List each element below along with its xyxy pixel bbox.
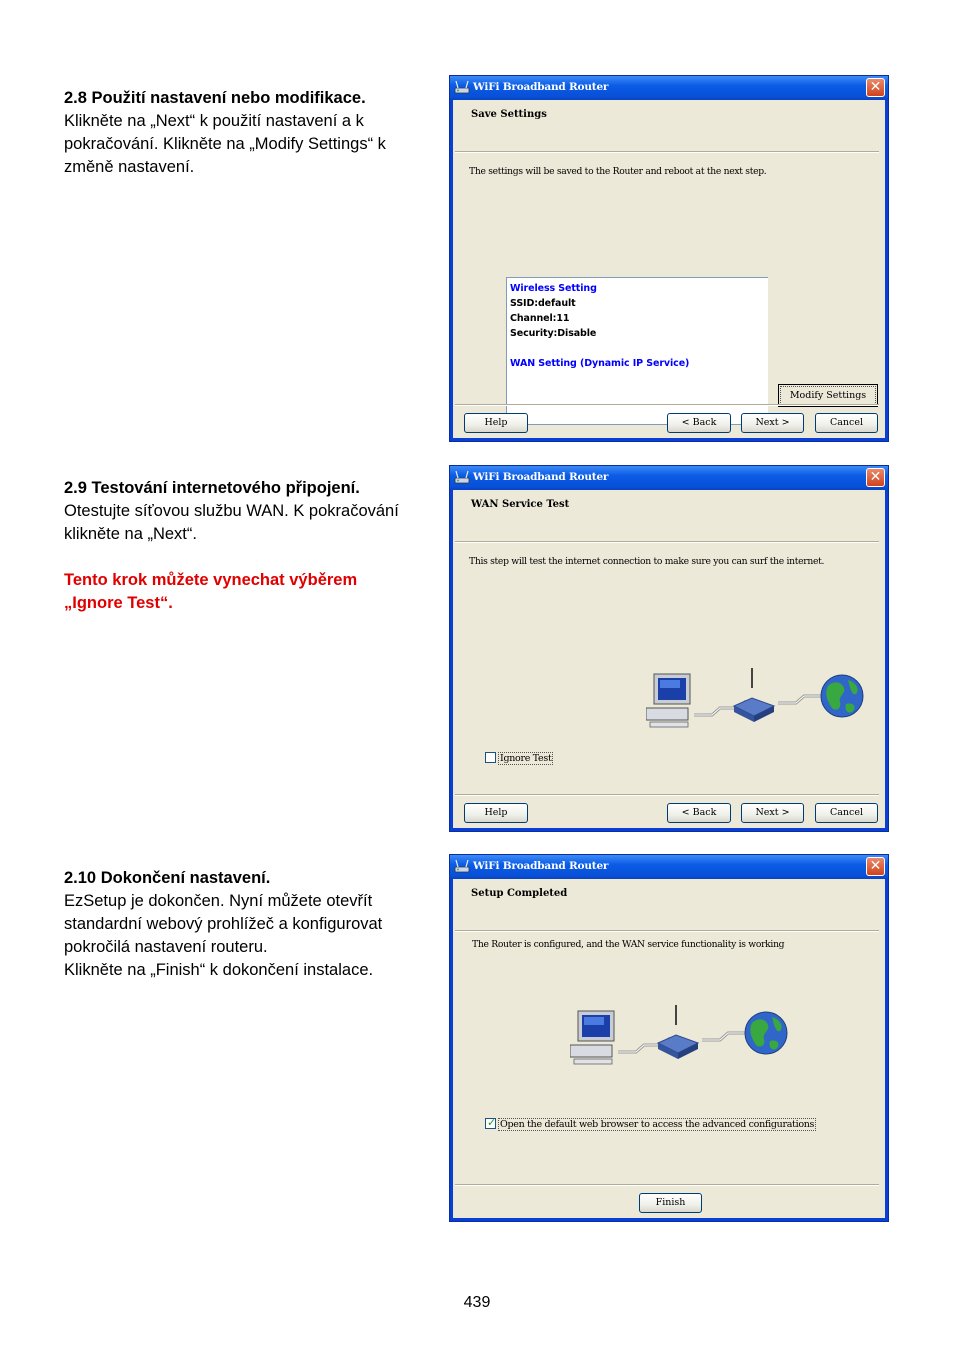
network-diagram: [646, 668, 866, 744]
close-button[interactable]: [866, 857, 885, 876]
step-description: This step will test the internet connection to make sure you can surf the internet.: [469, 556, 825, 567]
body-line: Klikněte na „Finish“ k dokončení instalace.: [64, 961, 374, 979]
globe-icon: [821, 675, 863, 717]
computer-icon: [570, 1011, 614, 1064]
finish-button[interactable]: Finish: [639, 1193, 702, 1213]
wan-setting-header: WAN Setting (Dynamic IP Service): [510, 358, 690, 369]
ssid-value: SSID:default: [510, 298, 576, 309]
channel-value: Channel:11: [510, 313, 570, 324]
header-divider: [455, 930, 879, 932]
setup-completed-dialog: [449, 854, 889, 1222]
dialog-client-area: [453, 490, 885, 828]
settings-summary-box[interactable]: [506, 277, 768, 425]
router-app-icon: [454, 470, 470, 485]
step-description: The settings will be saved to the Router and reboot at the next step.: [469, 166, 767, 177]
window-title: WiFi Broadband Router: [473, 81, 609, 93]
router-app-icon: [454, 80, 470, 95]
body-line: pokračování. Klikněte na „Modify Settings“ k: [64, 135, 386, 153]
body-line: klikněte na „Next“.: [64, 525, 197, 543]
body-line: pokročilá nastavení routeru.: [64, 938, 268, 956]
help-button[interactable]: Help: [464, 803, 528, 823]
ignore-test-label[interactable]: Ignore Test: [500, 753, 552, 764]
step-description: The Router is configured, and the WAN service functionality is working: [472, 939, 785, 950]
section-heading: 2.9 Testování internetového připojení.: [64, 479, 360, 497]
close-button[interactable]: [866, 78, 885, 97]
body-line: Otestujte síťovou službu WAN. K pokračování: [64, 502, 399, 520]
note-line: Tento krok můžete vynechat výběrem: [64, 571, 358, 589]
step-title: WAN Service Test: [471, 499, 570, 510]
footer-divider: [455, 794, 879, 796]
footer-divider: [455, 404, 879, 406]
next-button[interactable]: Next >: [741, 413, 804, 433]
close-icon: ✕: [869, 79, 882, 95]
body-line: standardní webový prohlížeč a konfigurovat: [64, 915, 383, 933]
network-diagram: [570, 1005, 790, 1081]
wireless-setting-header: Wireless Setting: [510, 283, 597, 294]
title-bar[interactable]: [450, 76, 888, 100]
wan-service-test-dialog: [449, 465, 889, 832]
section-2-8-text: [64, 87, 439, 179]
cancel-button[interactable]: Cancel: [815, 413, 878, 433]
step-title: Save Settings: [471, 109, 547, 120]
title-bar[interactable]: [450, 466, 888, 490]
title-bar[interactable]: [450, 855, 888, 879]
modify-settings-label: Modify Settings: [780, 386, 876, 405]
header-divider: [455, 541, 879, 543]
back-button[interactable]: < Back: [667, 413, 731, 433]
close-icon: ✕: [869, 469, 882, 485]
help-button[interactable]: Help: [464, 413, 528, 433]
body-line: Klikněte na „Next“ k použití nastavení a k: [64, 112, 364, 130]
close-button[interactable]: [866, 468, 885, 487]
window-title: WiFi Broadband Router: [473, 471, 609, 483]
router-app-icon: [454, 859, 470, 874]
dialog-client-area: [453, 100, 885, 438]
body-line: EzSetup je dokončen. Nyní můžete otevřít: [64, 892, 373, 910]
open-browser-label[interactable]: Open the default web browser to access the advanced configurations: [500, 1119, 815, 1130]
close-icon: ✕: [869, 858, 882, 874]
security-value: Security:Disable: [510, 328, 597, 339]
checkmark-icon: ✓: [487, 1116, 497, 1129]
router-icon: [658, 1005, 698, 1059]
section-heading: 2.10 Dokončení nastavení.: [64, 869, 271, 887]
window-title: WiFi Broadband Router: [473, 860, 609, 872]
body-line: změně nastavení.: [64, 158, 195, 176]
section-heading: 2.8 Použití nastavení nebo modifikace.: [64, 89, 366, 107]
router-icon: [734, 668, 774, 722]
header-divider: [455, 151, 879, 153]
footer-divider: [455, 1184, 879, 1186]
open-browser-checkbox[interactable]: [485, 1118, 496, 1129]
save-settings-dialog: [449, 75, 889, 442]
step-title: Setup Completed: [471, 888, 568, 899]
dialog-client-area: [453, 879, 885, 1218]
section-2-9-text: [64, 477, 439, 615]
cancel-button[interactable]: Cancel: [815, 803, 878, 823]
computer-icon: [646, 674, 690, 727]
page-number: 439: [463, 1294, 491, 1311]
section-2-10-text: [64, 867, 439, 982]
next-button[interactable]: Next >: [741, 803, 804, 823]
globe-icon: [745, 1012, 787, 1054]
ignore-test-checkbox[interactable]: [485, 752, 496, 763]
note-line: „Ignore Test“.: [64, 594, 173, 612]
back-button[interactable]: < Back: [667, 803, 731, 823]
